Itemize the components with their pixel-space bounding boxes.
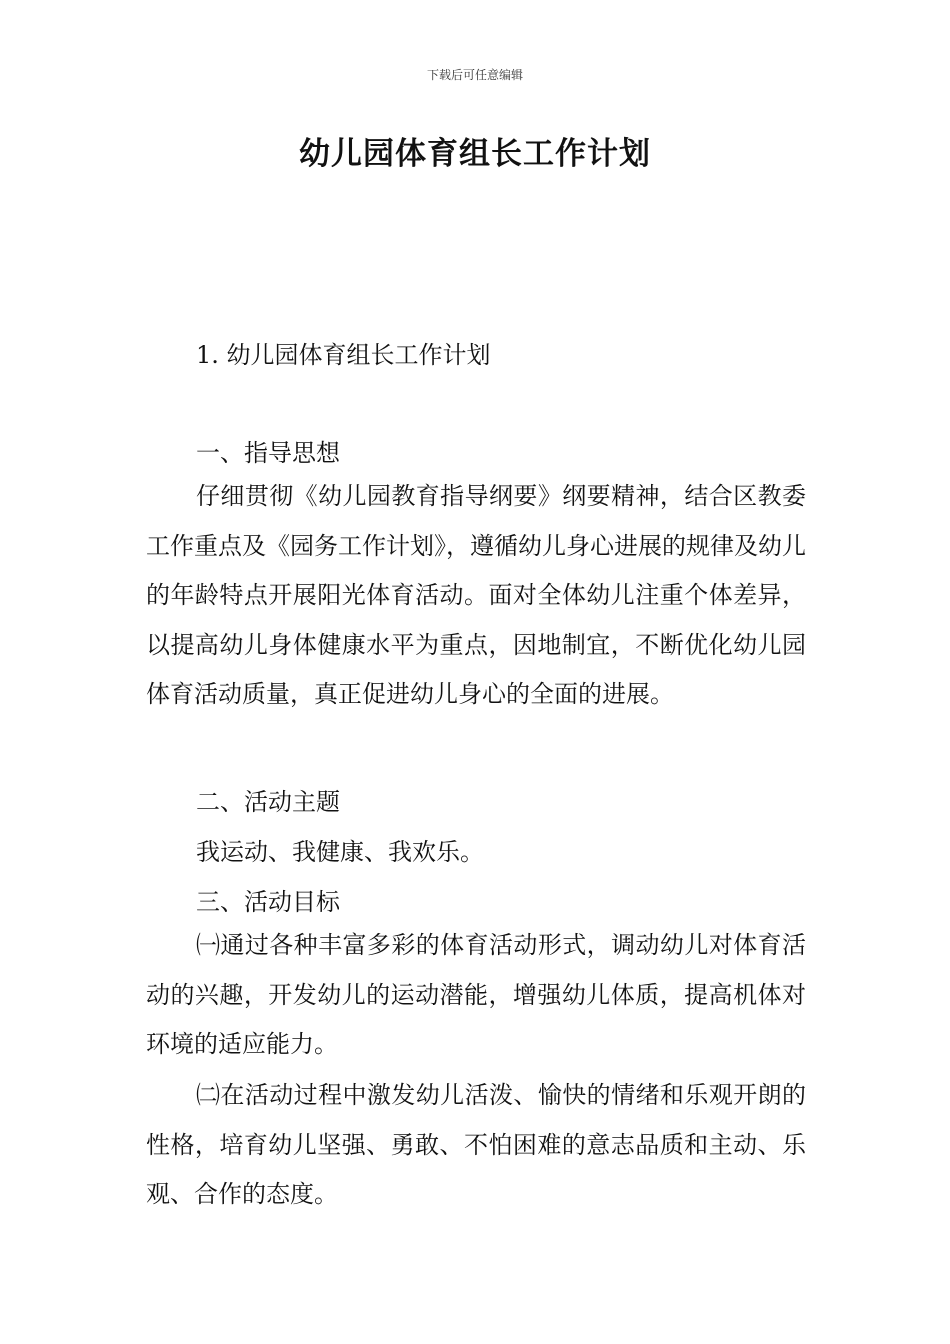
section-heading: 1. 幼儿园体育组长工作计划 xyxy=(196,341,491,369)
part3-item-2: ㈡在活动过程中激发幼儿活泼、愉快的情绪和乐观开朗的性格，培育幼儿坚强、勇敢、不怕困难的意志品质和主动、乐观、合作的态度。 xyxy=(146,1081,806,1208)
part3-item-1: ㈠通过各种丰富多彩的体育活动形式，调动幼儿对体育活动的兴趣，开发幼儿的运动潜能，增强幼儿体质，提高机体对环境的适应能力。 xyxy=(146,931,806,1058)
part1-heading: 一、指导思想 xyxy=(196,439,340,467)
header-note: 下载后可任意编辑 xyxy=(426,68,523,82)
part2-heading: 二、活动主题 xyxy=(196,788,340,816)
part2-paragraph: 我运动、我健康、我欢乐。 xyxy=(196,838,484,866)
document-title: 幼儿园体育组长工作计划 xyxy=(299,136,651,172)
part3-heading: 三、活动目标 xyxy=(196,888,340,916)
part1-paragraph: 仔细贯彻《幼儿园教育指导纲要》纲要精神，结合区教委工作重点及《园务工作计划》，遵循幼儿身心进展的规律及幼儿的年龄特点开展阳光体育活动。面对全体幼儿注重个体差异，以提高幼儿身体健康水平为重点，因地制宜，不断优化幼儿园体育活动质量，真正促进幼儿身心的全面的进展。 xyxy=(146,482,806,708)
